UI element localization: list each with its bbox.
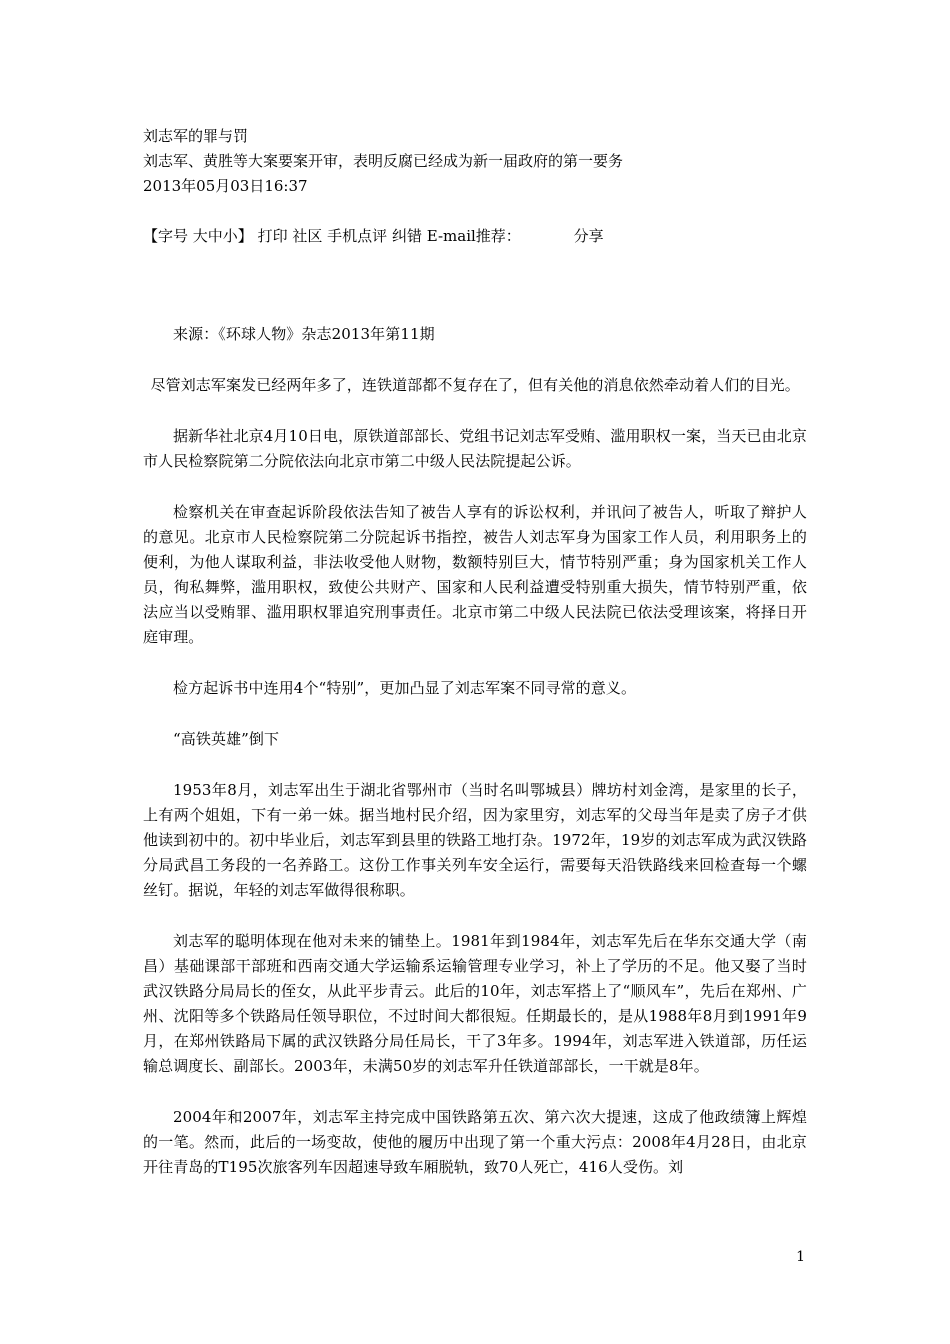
correction-link[interactable]: 纠错 — [391, 227, 422, 245]
article-subtitle: 刘志军、黄胜等大案要案开审，表明反腐已经成为新一届政府的第一要务 — [143, 152, 624, 170]
article-paragraph: 检方起诉书中连用4个“特别”，更加凸显了刘志军案不同寻常的意义。 — [173, 679, 637, 697]
email-recommend-link[interactable]: E-mail推荐： — [426, 227, 521, 245]
article-datetime: 2013年05月03日16:37 — [143, 177, 308, 195]
article-paragraph: 据新华社北京4月10日电，原铁道部部长、党组书记刘志军受贿、滥用职权一案，当天已由北京市人民检察院第二分院依法向北京市第二中级人民法院提起公诉。 — [143, 427, 807, 470]
article-header — [143, 124, 813, 199]
section-heading: “高铁英雄”倒下 — [173, 730, 280, 748]
font-size-link[interactable]: 【字号 大中小】 — [143, 227, 253, 245]
page-number: 1 — [796, 1249, 805, 1265]
article-paragraph: 尽管刘志军案发已经两年多了，连铁道部都不复存在了，但有关他的消息依然牵动着人们的目光。 — [150, 376, 800, 394]
share-link[interactable]: 分享 — [573, 227, 604, 245]
article-paragraph: 检察机关在审查起诉阶段依法告知了被告人享有的诉讼权利，并讯问了被告人，听取了辩护人的意见。北京市人民检察院第二分院起诉书指控，被告人刘志军身为国家工作人员，利用职务上的便利，为他人谋取利益，非法收受他人财物，数额特别巨大，情节特别严重；身为国家机关工作人员，徇私舞弊，滥用职权，致使公共财产、国家和人民利益遭受特别重大损失，情节特别严重，依法应当以受贿罪、滥用职权罪追究刑事责任。北京市第二中级人民法院已依法受理该案，将择日开庭审理。 — [143, 503, 807, 646]
article-paragraph: 刘志军的聪明体现在他对未来的铺垫上。1981年到1984年，刘志军先后在华东交通大学（南昌）基础课部干部班和西南交通大学运输系运输管理专业学习，补上了学历的不足。他又娶了当时武汉铁路分局局长的侄女，从此平步青云。此后的10年，刘志军搭上了“顺风车”，先后在郑州、广州、沈阳等多个铁路局任领导职位，不过时间大都很短。任期最长的，是从1988年8月到1991年9月，在郑州铁路局下属的武汉铁路分局任局长，干了3年多。1994年，刘志军进入铁道部，历任运输总调度长、副部长。2003年，未满50岁的刘志军升任铁道部部长，一干就是8年。 — [143, 932, 807, 1075]
mobile-comment-link[interactable]: 手机点评 — [327, 227, 388, 245]
article-body — [143, 322, 807, 1206]
article-paragraph: 2004年和2007年，刘志军主持完成中国铁路第五次、第六次大提速，这成了他政绩簿上辉煌的一笔。然而，此后的一场变故，使他的履历中出现了第一个重大污点：2008年4月28日，由北京开往青岛的T195次旅客列车因超速导致车厢脱轨，致70人死亡，416人受伤。刘 — [143, 1108, 807, 1176]
article-paragraph: 1953年8月，刘志军出生于湖北省鄂州市（当时名叫鄂城县）牌坊村刘金湾，是家里的长子，上有两个姐姐，下有一弟一妹。据当地村民介绍，因为家里穷，刘志军的父母当年是卖了房子才供他读到初中的。初中毕业后，刘志军到县里的铁路工地打杂。1972年，19岁的刘志军成为武汉铁路分局武昌工务段的一名养路工。这份工作事关列车安全运行，需要每天沿铁路线来回检查每一个螺丝钉。据说，年轻的刘志军做得很称职。 — [143, 781, 807, 899]
community-link[interactable]: 社区 — [292, 227, 323, 245]
print-link[interactable]: 打印 — [257, 227, 288, 245]
article-source: 来源：《环球人物》杂志2013年第11期 — [173, 325, 435, 343]
article-title: 刘志军的罪与罚 — [143, 127, 249, 145]
article-toolbar — [143, 224, 813, 249]
